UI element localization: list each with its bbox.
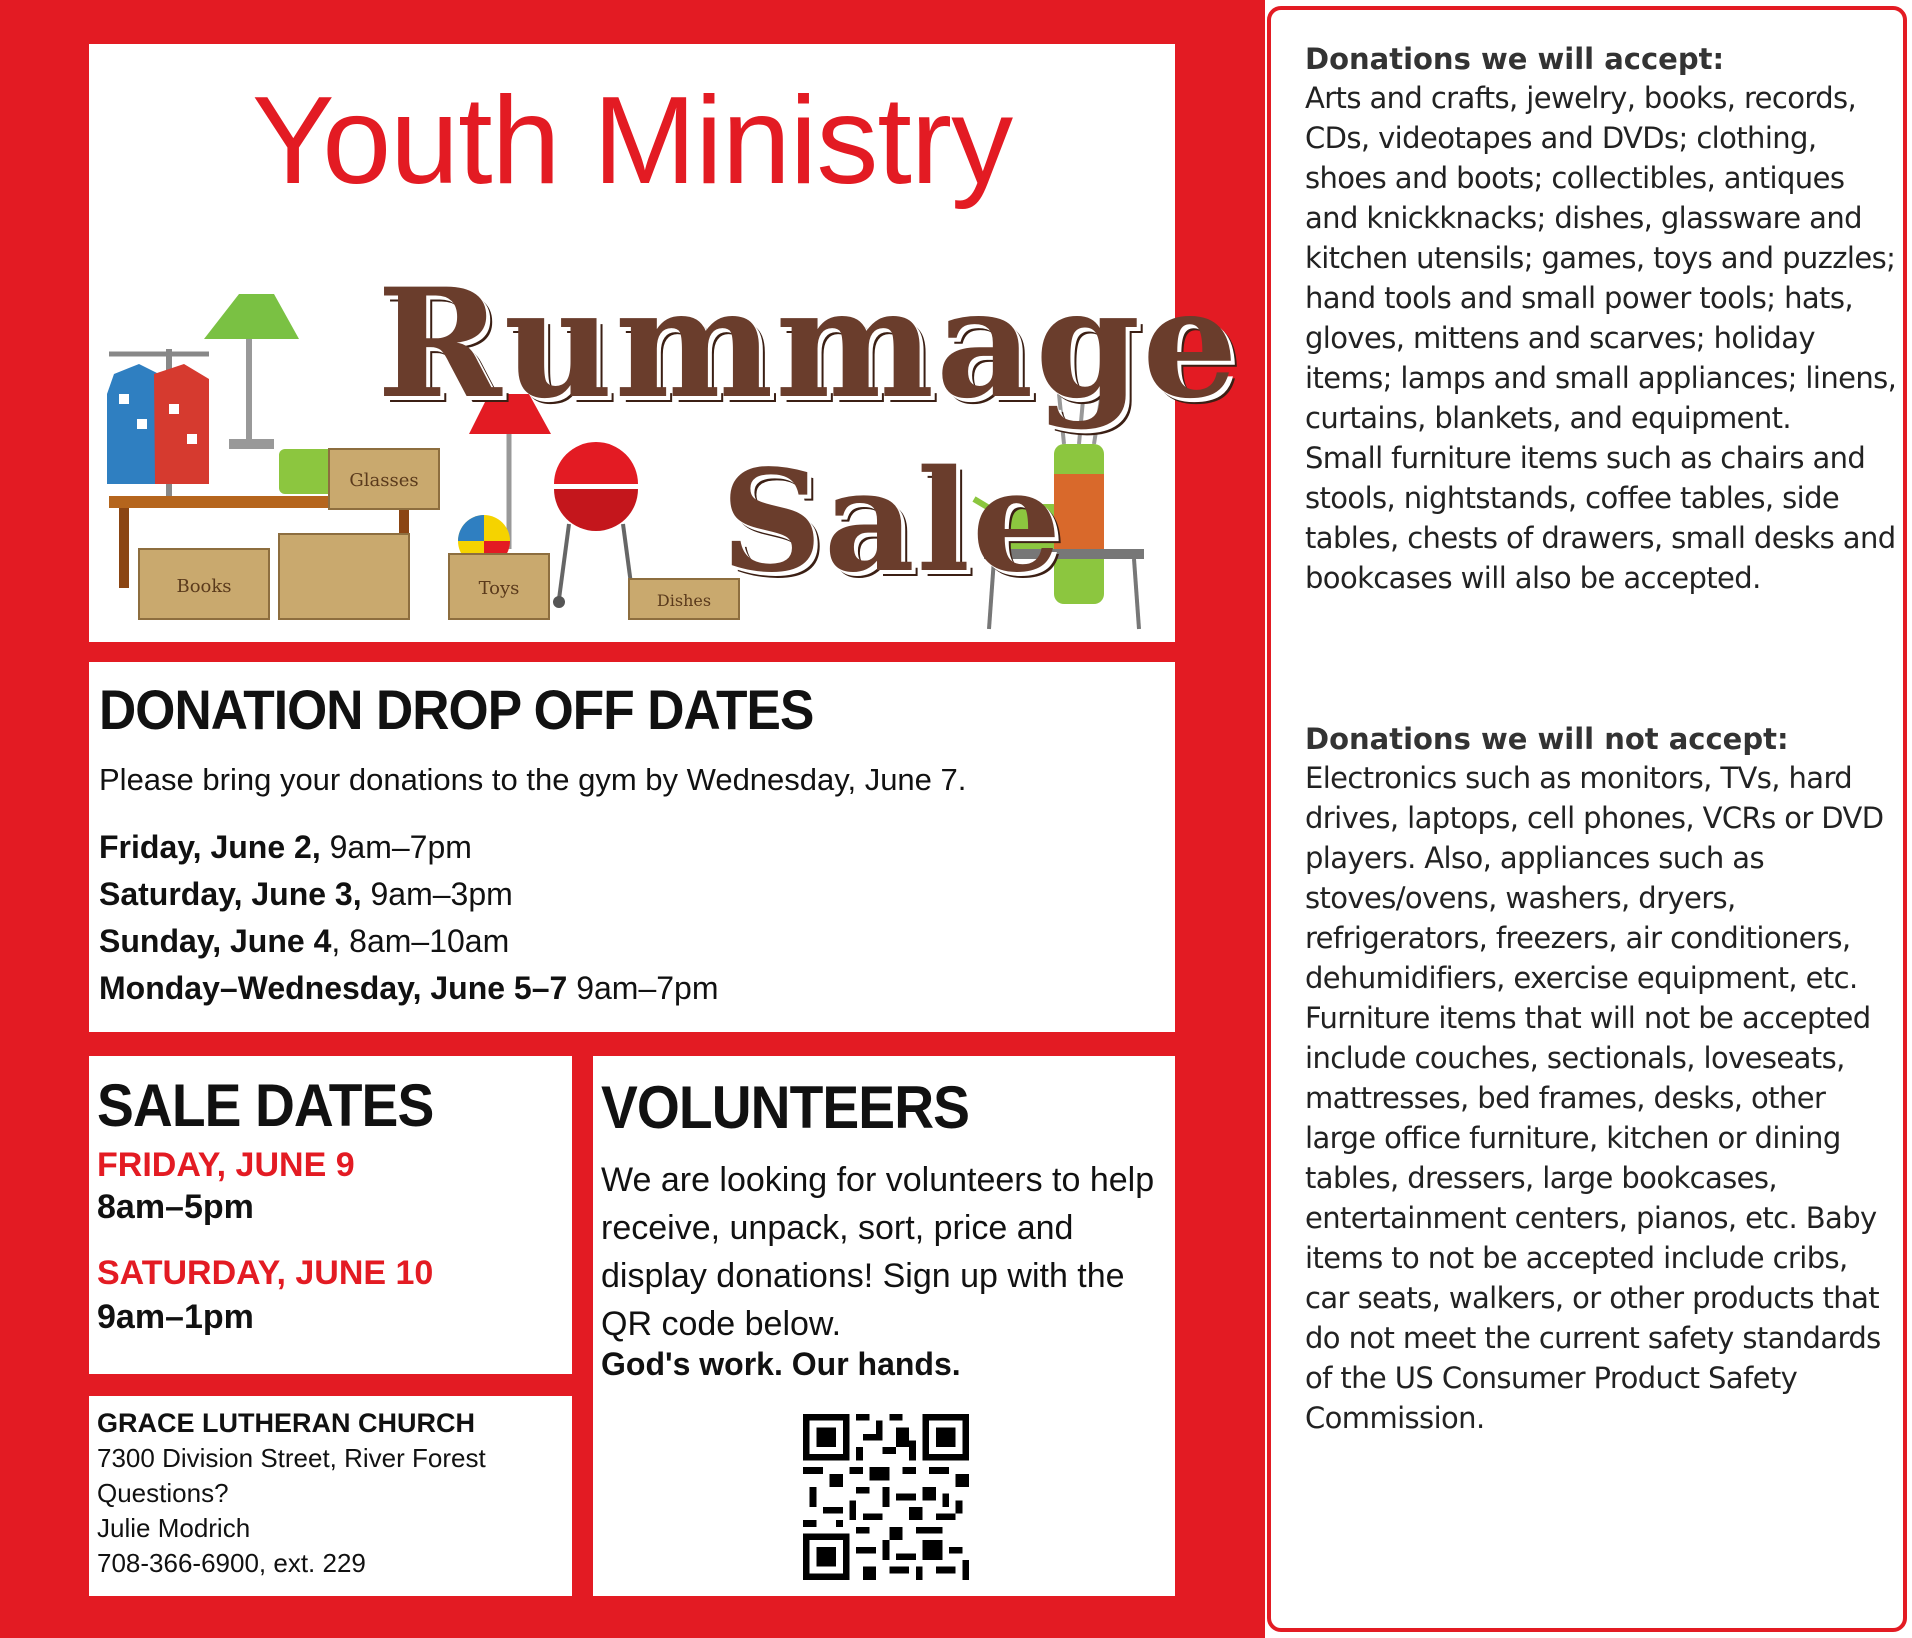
svg-text:Toys: Toys bbox=[478, 578, 520, 599]
volunteers-text: We are looking for volunteers to help receive, unpack, sort, price and display donations! Sign up with the QR code below. bbox=[601, 1161, 1155, 1343]
church-name: GRACE LUTHERAN CHURCH bbox=[97, 1408, 475, 1438]
dropoff-date-list bbox=[99, 824, 719, 1012]
contact-phone: 708-366-6900, ext. 229 bbox=[97, 1548, 366, 1578]
sale-time-2: 9am–1pm bbox=[97, 1298, 254, 1336]
dropoff-heading: DONATION DROP OFF DATES bbox=[99, 678, 814, 741]
dropoff-section bbox=[89, 662, 1175, 1032]
accept-block bbox=[1305, 40, 1899, 598]
church-info bbox=[89, 1396, 572, 1596]
rummage-word: Rummage bbox=[377, 256, 1240, 432]
sale-dates-section bbox=[89, 1056, 572, 1374]
qr-code-icon[interactable] bbox=[803, 1414, 969, 1580]
svg-text:Dishes: Dishes bbox=[656, 591, 712, 610]
svg-text:Books: Books bbox=[176, 576, 232, 597]
sale-day-2: SATURDAY, JUNE 10 bbox=[97, 1254, 434, 1292]
accept-furniture-text: Small furniture items such as chairs and stools, nightstands, coffee tables, side tables, chests of drawers, small desks and bookcases will also be accepted. bbox=[1305, 441, 1896, 595]
accept-heading: Donations we will accept: bbox=[1305, 42, 1725, 76]
clothing-rack-icon bbox=[107, 349, 209, 504]
sale-heading: SALE DATES bbox=[97, 1072, 434, 1139]
box-toys-icon bbox=[449, 554, 549, 619]
box-recycle-icon bbox=[279, 534, 409, 619]
svg-text:Glasses: Glasses bbox=[349, 470, 419, 491]
dropoff-date: Monday–Wednesday, June 5–7 9am–7pm bbox=[99, 970, 719, 1006]
dropoff-date: Saturday, June 3, 9am–3pm bbox=[99, 876, 513, 912]
volunteers-tagline: God's work. Our hands. bbox=[601, 1346, 961, 1382]
donation-guidelines-panel bbox=[1267, 6, 1907, 1632]
reject-block bbox=[1305, 720, 1899, 1438]
grill-icon bbox=[553, 442, 638, 608]
contact-name: Julie Modrich bbox=[97, 1513, 251, 1543]
volunteers-section bbox=[593, 1056, 1175, 1596]
hero-title: Youth Ministry bbox=[251, 72, 1013, 210]
church-address: 7300 Division Street, River Forest bbox=[97, 1443, 486, 1473]
reject-text: Electronics such as monitors, TVs, hard drives, laptops, cell phones, VCRs or DVD players. Also, appliances such as stoves/ovens, washers, dryers, refrigerators, freezers, air conditioners, dehumidifiers, exercise equipment, etc. Furniture items that will not be accepted include couches, sectionals, loveseats, mattresses, bed frames, desks, other large office furniture, kitchen or dining tables, dressers, large bookcases, entertainment centers, pianos, etc. Baby items to not be accepted include cribs, car seats, walkers, or other products that do not meet the current safety standards of the US Consumer Product Safety Commission. bbox=[1305, 761, 1884, 1435]
accept-text: Arts and crafts, jewelry, books, records, CDs, videotapes and DVDs; clothing, shoes and boots; collectibles, antiques and knickknacks; dishes, glassware and kitchen utensils; games, toys and puzzles; hand tools and small power tools; hats, gloves, mittens and scarves; holiday items; lamps and small appliances; linens, curtains, blankets, and equipment. bbox=[1305, 81, 1897, 435]
dropoff-intro: Please bring your donations to the gym by Wednesday, June 7. bbox=[99, 762, 967, 797]
volunteers-heading: VOLUNTEERS bbox=[601, 1074, 970, 1141]
green-lamp-icon bbox=[204, 294, 299, 449]
questions-label: Questions? bbox=[97, 1478, 229, 1508]
hero-banner bbox=[89, 44, 1240, 642]
dropoff-date: Sunday, June 4, 8am–10am bbox=[99, 923, 510, 959]
box-books-icon bbox=[139, 549, 269, 619]
sale-word: Sale bbox=[721, 440, 1064, 604]
reject-heading: Donations we will not accept: bbox=[1305, 722, 1789, 756]
box-glasses-icon bbox=[329, 449, 439, 509]
sale-time-1: 8am–5pm bbox=[97, 1188, 254, 1226]
sale-day-1: FRIDAY, JUNE 9 bbox=[97, 1146, 355, 1184]
dropoff-date: Friday, June 2, 9am–7pm bbox=[99, 829, 472, 865]
